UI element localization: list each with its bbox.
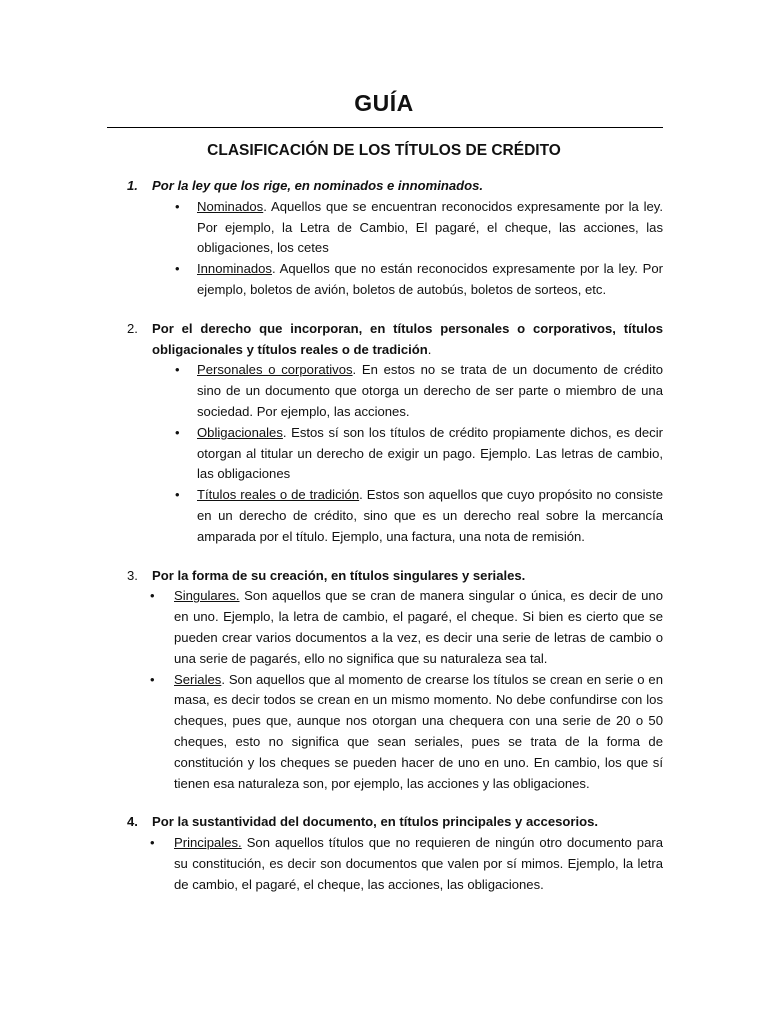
item-term: Nominados (197, 198, 264, 214)
item-text: . En estos no se trata de un documento de crédito sino de un documento que otorga un derecho de ser parte o miembro de una sociedad. Por ejemplo, las acciones. (197, 362, 664, 419)
section-items (127, 833, 663, 895)
section-heading-text: Por la sustantividad del documento, en títulos principales y accesorios. (152, 814, 599, 830)
item-term: Títulos reales o de tradición (197, 487, 360, 503)
section-4 (127, 812, 663, 895)
page-subtitle: CLASIFICACIÓN DE LOS TÍTULOS DE CRÉDITO (207, 142, 561, 159)
item-text: . Estos sí son los títulos de crédito propiamente dichos, es decir otorgan al titular un derecho de exigir un pago. Ejemplo. Las letras de cambio, las obligaciones (197, 424, 663, 482)
item-text: Son aquellos títulos que no requieren de ningún otro documento para su constitución, es decir son documentos que valen por sí mimos. Ejemplo, la letra de cambio, el pagaré, el cheque, las acciones, las obligaciones. (174, 835, 663, 892)
item-text: . Son aquellos que al momento de crearse los títulos se crean en serie o en masa, es decir todos se crean en un mismo momento. No debe confundirse con los cheques, pues que, aunque nos otorgan una chequera con una serie de 20 o 50 cheques, esto no significa que sean seriales, pues se trata de la forma de constitución y los cheques se pueden hacer de uno en uno. En cambio, los que sí tienen esa naturaleza son, por ejemplo, las acciones y las obligaciones. (174, 671, 663, 791)
section-heading-end: . (427, 341, 432, 357)
item-term: Principales. (174, 835, 242, 851)
list-item (127, 423, 663, 485)
page-title: GUÍA (354, 90, 414, 116)
document-body (127, 176, 663, 914)
section-heading (127, 319, 663, 361)
section-number: 1. (127, 178, 138, 193)
section-heading-text: Por la ley que los rige, en nominados e innominados. (152, 178, 484, 193)
item-term: Singulares. (174, 588, 240, 604)
section-number: 4. (127, 814, 138, 830)
section-number: 3. (127, 567, 138, 583)
list-item (127, 833, 663, 895)
item-term: Innominados (197, 261, 272, 277)
section-items (127, 586, 663, 794)
section-heading-text: Por la forma de su creación, en títulos singulares y seriales. (152, 567, 526, 583)
bullet-icon: • (175, 424, 180, 440)
section-3 (127, 566, 663, 795)
list-item (127, 259, 663, 301)
section-2 (127, 319, 663, 548)
list-item (127, 670, 663, 795)
title-divider (107, 127, 663, 128)
list-item (127, 485, 663, 547)
section-number: 2. (127, 320, 138, 336)
section-heading (127, 566, 663, 587)
list-item (127, 586, 663, 669)
bullet-icon: • (175, 362, 180, 378)
list-item (127, 197, 663, 259)
section-items (127, 360, 663, 547)
bullet-icon: • (150, 671, 155, 687)
item-term: Seriales (174, 671, 222, 687)
item-term: Obligacionales (197, 424, 283, 440)
item-text: . Estos son aquellos que cuyo propósito no consiste en un derecho de crédito, sino que es un derecho real sobre la mercancía amparada por el título. Ejemplo, una factura, una nota de remisión. (197, 487, 663, 544)
bullet-icon: • (150, 835, 155, 851)
section-heading (127, 176, 663, 197)
item-text: . Aquellos que no están reconocidos expresamente por la ley. Por ejemplo, boletos de avión, boletos de autobús, boletos de sorteos, etc. (197, 261, 663, 297)
section-heading (127, 812, 663, 833)
section-items (127, 197, 663, 301)
section-heading-text: Por el derecho que incorporan, en títulos personales o corporativos, títulos obligacionales y títulos reales o de tradición (152, 320, 663, 357)
item-text: . Aquellos que se encuentran reconocidos expresamente por la ley. Por ejemplo, la Letra de Cambio, El pagaré, el cheque, las acciones, las obligaciones, los cetes (197, 198, 663, 256)
item-text: Son aquellos que se cran de manera singular o única, es decir de uno en uno. Ejemplo, la letra de cambio, el pagaré, el cheque. Si bien es cierto que se pueden crear varios documentos a la vez, es decir una serie de letras de cambio o una serie de pagarés, ello no significa que su naturaleza sea tal. (174, 588, 663, 666)
bullet-icon: • (175, 487, 180, 503)
section-1 (127, 176, 663, 301)
bullet-icon: • (175, 261, 180, 277)
list-item (127, 360, 663, 422)
bullet-icon: • (175, 198, 180, 214)
bullet-icon: • (150, 588, 155, 604)
item-term: Personales o corporativos (197, 362, 353, 378)
